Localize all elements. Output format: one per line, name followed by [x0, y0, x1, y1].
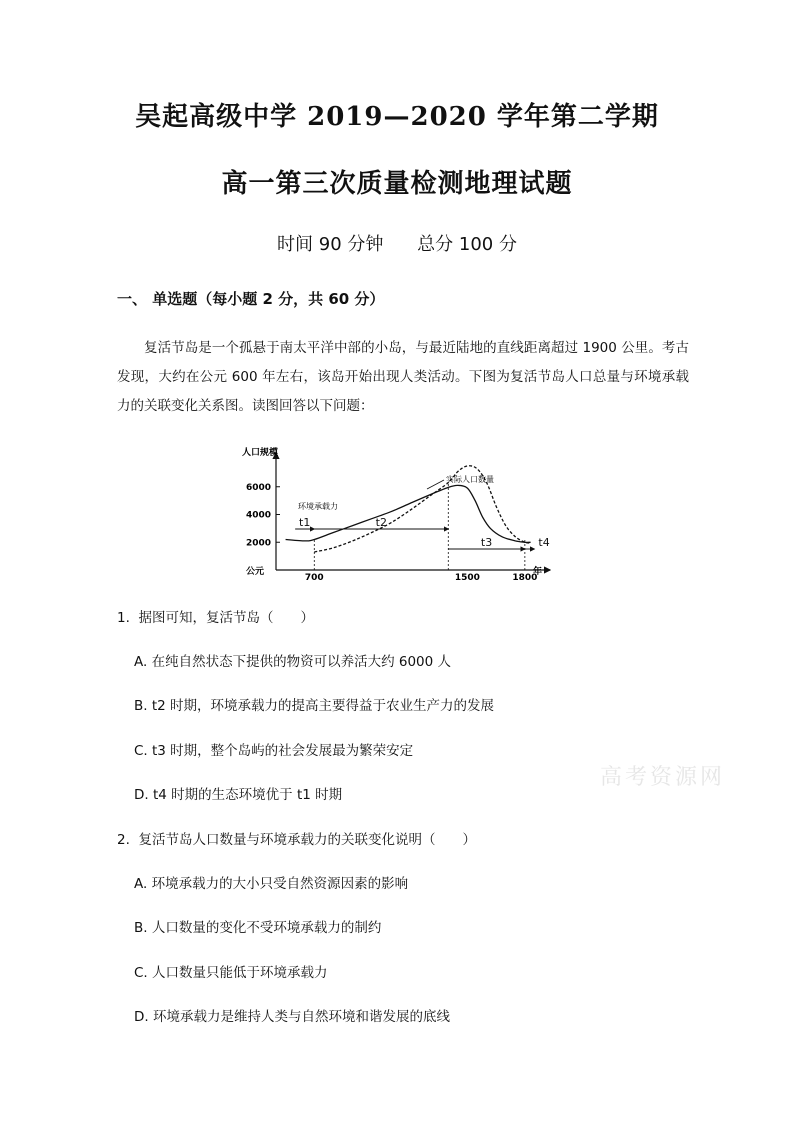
q1-option-c: C. t3 时期，整个岛屿的社会发展最为繁荣安定 — [134, 743, 414, 759]
period-label-t4: t4 — [538, 536, 550, 549]
q1-option-b: B. t2 时期，环境承载力的提高主要得益于农业生产力的发展 — [134, 698, 495, 714]
question-number: 1. — [117, 610, 130, 626]
q2-option-d: D. 环境承载力是维持人类与自然环境和谐发展的底线 — [134, 1009, 450, 1025]
exam-score: 总分 100 分 — [417, 234, 517, 255]
x-tick-label-1: 1500 — [454, 573, 480, 582]
question-stem: 据图可知，复活节岛（ ） — [138, 610, 314, 626]
y-tick-label-0: 2000 — [245, 538, 271, 549]
exam-title-line2: 高一第三次质量检测地理试题 — [221, 169, 573, 199]
q1-option-d: D. t4 时期的生态环境优于 t1 时期 — [134, 787, 343, 803]
exam-title-line1: 吴起高级中学 2019—2020 学年第二学期 — [135, 102, 659, 132]
question-1 — [117, 606, 314, 626]
q1-option-a: A. 在纯自然状态下提供的物资可以养活大约 6000 人 — [134, 654, 452, 670]
actual-population-label: 实际人口数量 — [446, 475, 494, 484]
y-tick-label-2: 6000 — [245, 482, 271, 493]
exam-meta — [0, 230, 794, 256]
carrying-capacity-label: 环境承载力 — [298, 502, 338, 511]
q2-option-b: B. 人口数量的变化不受环境承载力的制约 — [134, 920, 382, 936]
x-tick-label-0: 700 — [304, 573, 324, 582]
question-2 — [117, 828, 476, 848]
x-origin-label: 公元 — [246, 567, 265, 577]
y-axis-label: 人口规模 — [242, 448, 279, 458]
q2-option-a: A. 环境承载力的大小只受自然资源因素的影响 — [134, 876, 409, 892]
q2-option-c: C. 人口数量只能低于环境承载力 — [134, 965, 328, 981]
carrying-capacity-line — [286, 485, 531, 542]
exam-time: 时间 90 分钟 — [277, 234, 384, 255]
x-axis-label: 年 — [533, 567, 543, 577]
question-stem: 复活节岛人口数量与环境承载力的关联变化说明（ ） — [138, 832, 476, 848]
section-heading: 一、 单选题（每小题 2 分，共 60 分） — [117, 290, 385, 308]
actual-population-leader — [427, 480, 444, 489]
actual-population-line — [314, 466, 530, 552]
watermark: 高考资源网 — [600, 765, 726, 790]
period-label-t3: t3 — [480, 536, 493, 549]
x-tick-label-2: 1800 — [512, 573, 538, 582]
y-tick-label-1: 4000 — [245, 510, 271, 521]
question-number: 2. — [117, 832, 130, 848]
period-label-t1: t1 — [299, 516, 311, 529]
period-label-t2: t2 — [375, 516, 387, 529]
reading-passage: 复活节岛是一个孤悬于南太平洋中部的小岛，与最近陆地的直线距离超过 1900 公里。考古发现，大约在公元 600 年左右，该岛开始出现人类活动。下图为复活节岛人口总量与环境承载力的关联变化关系图。读图回答以下问题： — [117, 340, 689, 414]
population-chart — [232, 437, 562, 582]
